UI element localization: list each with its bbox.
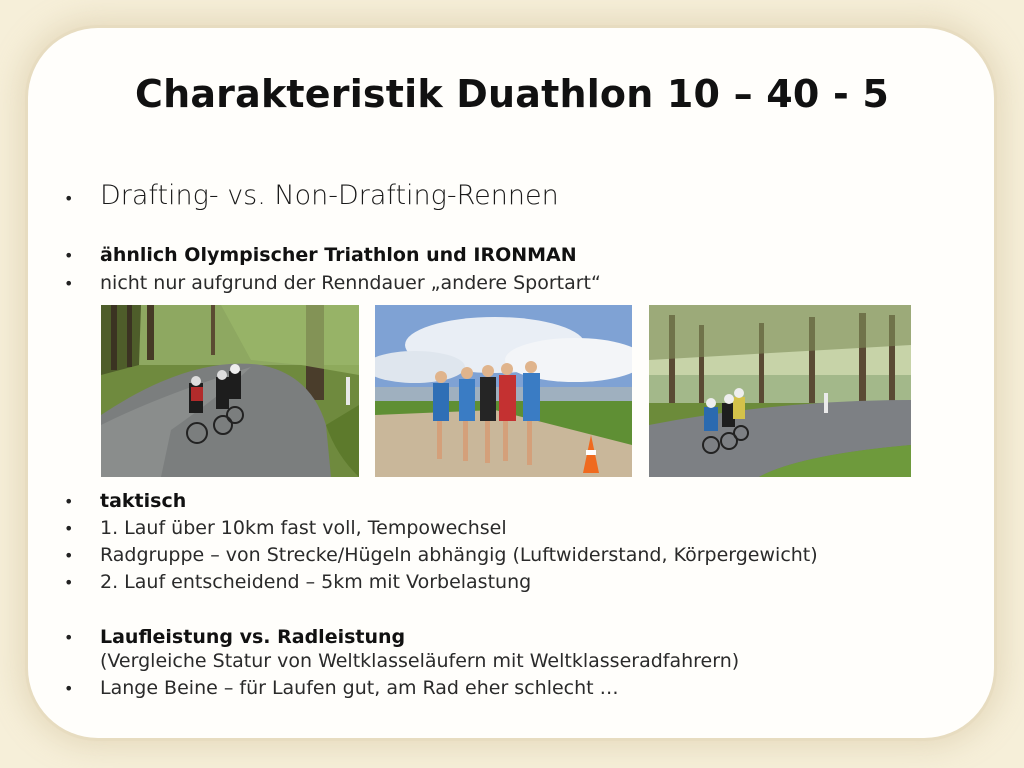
bullet-dot: • — [64, 679, 74, 698]
bullet-dot: • — [64, 274, 74, 293]
bullet-item — [64, 244, 577, 266]
photo-cyclists-road — [101, 305, 359, 477]
bullet-text: 2. Lauf entscheidend – 5km mit Vorbelastung — [100, 571, 532, 593]
bullet-dot: • — [64, 546, 74, 565]
bullet-item — [64, 272, 601, 294]
bullet-dot: • — [64, 189, 74, 208]
bullet-item — [64, 490, 186, 512]
bullet-text: Lange Beine – für Laufen gut, am Rad eher schlecht … — [100, 677, 619, 699]
bullet-text: nicht nur aufgrund der Renndauer „andere Sportart“ — [100, 272, 601, 294]
bullet-dot: • — [64, 573, 74, 592]
bullet-item — [64, 626, 405, 648]
bullet-item — [64, 677, 619, 699]
bullet-text: Drafting- vs. Non-Drafting-Rennen — [100, 180, 559, 211]
bullet-text: Radgruppe – von Strecke/Hügeln abhängig (Luftwiderstand, Körpergewicht) — [100, 544, 818, 566]
bullet-dot: • — [64, 628, 74, 647]
bullet-item — [64, 544, 818, 566]
slide-title: Charakteristik Duathlon 10 – 40 - 5 — [134, 72, 889, 116]
bullet-text: 1. Lauf über 10km fast voll, Tempowechsel — [100, 517, 507, 539]
bullet-text: taktisch — [100, 490, 187, 512]
bullet-item — [64, 517, 507, 539]
cyclists-avenue-image — [649, 305, 911, 477]
bullet-continuation — [100, 650, 739, 672]
photo-runners — [375, 305, 632, 477]
bullet-text: ähnlich Olympischer Triathlon und IRONMAN — [100, 244, 577, 266]
bullet-dot: • — [64, 492, 74, 511]
bullet-dot: • — [64, 519, 74, 538]
bullet-dot: • — [64, 246, 74, 265]
runners-image — [375, 305, 632, 477]
bullet-text: (Vergleiche Statur von Weltklasseläufern mit Weltklasseradfahrern) — [100, 650, 740, 672]
bullet-text: Laufleistung vs. Radleistung — [100, 626, 406, 648]
bullet-item — [64, 571, 531, 593]
bullet-item — [64, 180, 559, 211]
photo-cyclists-avenue — [649, 305, 911, 477]
cyclists-road-image — [101, 305, 359, 477]
